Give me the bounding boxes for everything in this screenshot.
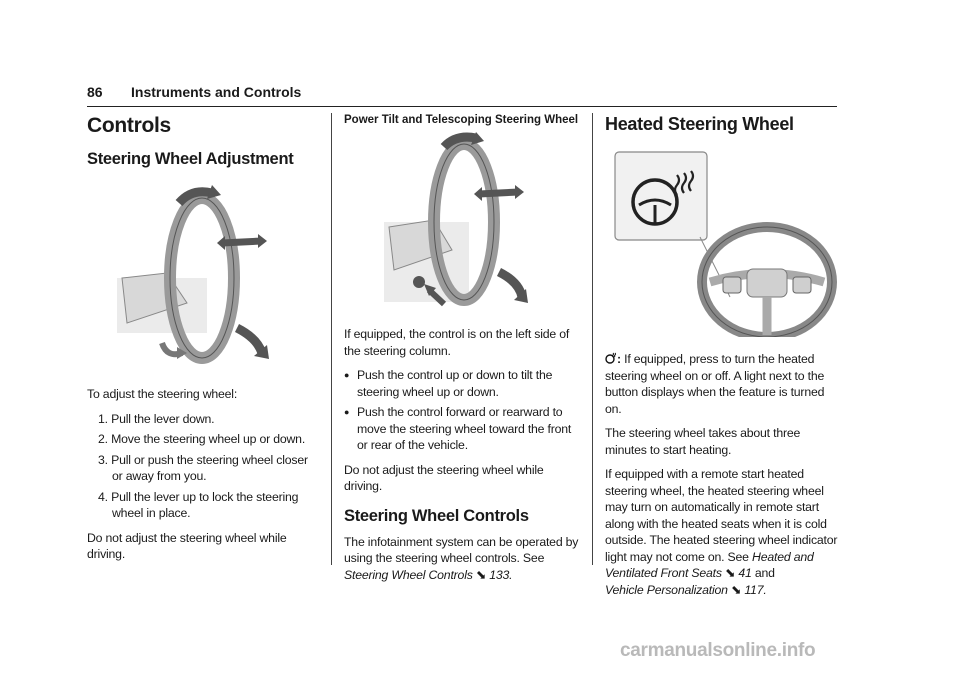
power-tilt-figure-label: Power Tilt and Telescoping Steering Wheel xyxy=(344,114,579,126)
power-tilt-bullet: ● Push the control forward or rearward to move the steering wheel toward the front or rear of the vehicle. xyxy=(344,404,580,454)
column-divider-2 xyxy=(592,113,593,565)
column-divider-1 xyxy=(331,113,332,565)
adjust-steps xyxy=(87,411,309,522)
controls-title: Controls xyxy=(87,114,171,137)
steering-controls-heading: Steering Wheel Controls xyxy=(344,506,529,525)
power-tilt-bullets xyxy=(344,367,580,454)
heated-steering-wheel-icon xyxy=(605,352,617,364)
adjust-step: 1. Pull the lever down. xyxy=(98,411,215,426)
adjust-step: 3. Pull or push the steering wheel closer or away from you. xyxy=(98,452,308,483)
page-ref-icon: ⬊ xyxy=(731,582,742,597)
column-3 xyxy=(605,114,840,606)
heated-wheel-p2: The steering wheel takes about three minutes to start heating. xyxy=(605,426,801,457)
adjust-step: 2. Move the steering wheel up or down. xyxy=(98,432,306,446)
page-header xyxy=(87,84,837,107)
vehicle-personalization-link[interactable]: Vehicle Personalization xyxy=(605,582,728,597)
heated-wheel-p1: : If equipped, press to turn the heated steering wheel on or off. A light next to the button displays when the feature is turned on. xyxy=(605,352,825,416)
heated-seats-link[interactable]: Heated and Ventilated Front Seats xyxy=(605,549,814,580)
column-1 xyxy=(87,114,309,571)
column-2 xyxy=(344,114,580,591)
watermark: carmanualsonline.info xyxy=(620,640,816,661)
power-tilt-caution: Do not adjust the steering wheel while driving. xyxy=(344,462,544,493)
header-title: Instruments and Controls xyxy=(131,84,302,100)
manual-steering-illustration xyxy=(117,183,309,368)
adjust-caution: Do not adjust the steering wheel while driving. xyxy=(87,530,287,561)
vehicle-personalization-page[interactable]: 117. xyxy=(744,582,767,597)
power-tilt-intro: If equipped, the control is on the left side of the steering column. xyxy=(344,327,570,358)
heated-seats-page[interactable]: 41 xyxy=(738,566,752,580)
page-ref-icon: ⬊ xyxy=(475,567,487,582)
power-tilt-bullet: ● Push the control up or down to tilt the steering wheel up or down. xyxy=(344,367,580,400)
heated-wheel-illustration xyxy=(605,147,840,337)
adjust-intro: To adjust the steering wheel: xyxy=(87,387,238,401)
page-number: 86 xyxy=(87,84,103,100)
adjust-step: 4. Pull the lever up to lock the steering wheel in place. xyxy=(98,489,299,520)
steering-controls-text: The infotainment system can be operated by using the steering wheel controls. See Steering Wheel Controls ⬊ 133. xyxy=(344,534,579,582)
steering-controls-page[interactable]: 133. xyxy=(489,567,513,582)
steering-adjust-heading: Steering Wheel Adjustment xyxy=(87,150,294,168)
steering-controls-link[interactable]: Steering Wheel Controls xyxy=(344,567,473,582)
power-tilt-illustration xyxy=(384,132,580,312)
page-ref-icon: ⬊ xyxy=(725,566,736,580)
heated-wheel-heading: Heated Steering Wheel xyxy=(605,114,794,134)
heated-wheel-p3: If equipped with a remote start heated steering wheel, the heated steering wheel may turn on automatically in remote start along with the heated seats when it is cold outside. The heated steering wheel indicator light may not come on. See Heated and Ventilated Front Seats ⬊ 41 and Vehicle Personalization ⬊ 117. xyxy=(605,467,838,597)
